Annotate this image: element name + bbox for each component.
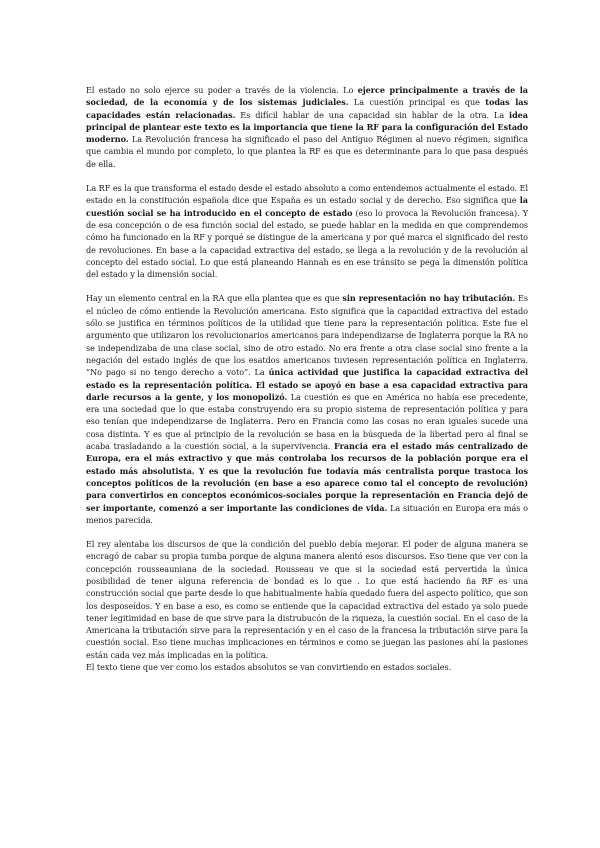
bold-text-run: todas las capacidades están relacionadas.: [86, 97, 529, 120]
paragraph-2: [86, 182, 528, 280]
bold-text-run: ejerce principalmente a través de la sociedad, de la economía y de los sistemas judiciales.: [86, 85, 528, 108]
bold-text-run: sin representación no hay tributación.: [342, 293, 516, 304]
text-run: El texto tiene que ver como los estados absolutos se van convirtiendo en estados sociales.: [86, 662, 452, 673]
text-run: La cuestión es que en América no había ese precedente, era una sociedad que lo que estaba construyendo era su propio sistema de representación política y para eso tenían que independizarse de Inglaterra. Pero en Francia como las cosas no eran iguales sucede una cosa distinta. Y es que al principio de la revolución se basa en la búsqueda de la libertad pero al final se acaba trasladando a la cuestión social, a la supervivencia.: [86, 391, 528, 452]
paragraph-1: [86, 84, 528, 170]
bold-text-run: la cuestión social se ha introducido en el concepto de estado: [86, 195, 528, 218]
text-run: La RF es la que transforma el estado desde el estado absoluto a como entendemos actualmente el estado. El estado en la constitución española dice que España es un estado social y de derecho. Eso significa que: [86, 183, 528, 206]
bold-text-run: Francia era el estado más centralizado de Europa, era el más extractivo y que más controlaba los recursos de la población porque era el estado más absolutista. Y es que la revolución fue todavía más centralista porque trastoca los conceptos políticos de la revolución (en base a eso aparece como tal el concepto de revolución) para convertirlos en conceptos económicos-sociales porque la representación en Francia dejó de ser importante, comenzó a ser importante las condiciones de vida.: [86, 441, 528, 513]
text-run: La situación en Europa era más o menos parecida.: [86, 502, 528, 525]
bold-text-run: idea principal de plantear este texto es la importancia que tiene la RF para la configuración del Estado moderno.: [86, 109, 528, 145]
text-run: Hay un elemento central en la RA que ella plantea que es que: [86, 293, 343, 304]
text-run: Es difícil hablar de una capacidad sin hablar de la otra. La: [235, 109, 510, 120]
text-run: La Revolución francesa ha significado el paso del Antiguo Régimen al nuevo régimen, significa que cambia el mundo por completo, lo que plantea la RF es que es determinante para lo que pasa después de ella.: [86, 134, 528, 169]
paragraph-4: [86, 538, 528, 661]
text-run: (eso lo provoca la Revolución francesa). Y de esa concepción o de esa función social del estado, se puede hablar en la medida en que comprendemos cómo ha funcionado en la RF y porqué se distingue de la americana y por qué marca el significado del resto de revoluciones. En base a la capacidad extractiva del estado, se llega a la revolución y de la revolución al concepto del estado social. Lo que está planeando Hannah es en ese tránsito se pega la dimensión política del estado y la dimensión social.: [86, 207, 528, 280]
text-run: El estado no solo ejerce su poder a través de la violencia. Lo: [86, 85, 358, 95]
text-run: El rey alentaba los discursos de que la condición del pueblo debía mejorar. El poder de alguna manera se encragó de cabar su propia tumba porque de alguna manera alentó esos discursos. Eso tiene que ver con la concepción rousseauniana de la sociedad. Rousseau ve que si la sociedad está pervertida la única posibilidad de tener alguna referencia de bondad es lo que . Lo que está haciendo ña RF es una construcción social que parte desde lo que habitualmente había quedado fuera del aspecto político, que son los desposeídos. Y en base a eso, es como se entiende que la capacidad extractiva del estado ya solo puede tener legitimidad en base de que sirve para la distrubucón de la riqueza, la cuestión social. En el caso de la Americana la tributación sirve para la representación y en el caso de la francesa la tributación sirve para la cuestión social. Eso tiene muchas implicaciones en términos e como se juegan las pasiones ahí la pasiones están cada vez más implicadas en la política.: [86, 539, 528, 660]
paragraph-5: [86, 661, 528, 673]
bold-text-run: única actividad que justifica la capacidad extractiva del estado es la representación política. El estado se apoyó en base a esa capacidad extractiva para darle recursos a la gente, y los monopolizó.: [86, 367, 528, 402]
paragraph-3: [86, 292, 528, 526]
text-run: La cuestión principal es que: [348, 97, 486, 108]
text-run: Es el núcleo de cómo entiende la Revolución americana. Esto significa que la capacidad extractiva del estado sólo se justifica en términos políticos de la utilidad que tiene para la representación política. Este fue el argumento que utilizaron los revolucionarios americanos para independizarse de Inglaterra porque la RA no se independizaba de una clase social, sino de otro estado. No era frente a otra clase social sino frente a la negación del estado inglés de que los esatdos americanos tuviesen representación política en Inglaterra. “No pago si no tengo derecho a voto”. La: [86, 293, 528, 378]
